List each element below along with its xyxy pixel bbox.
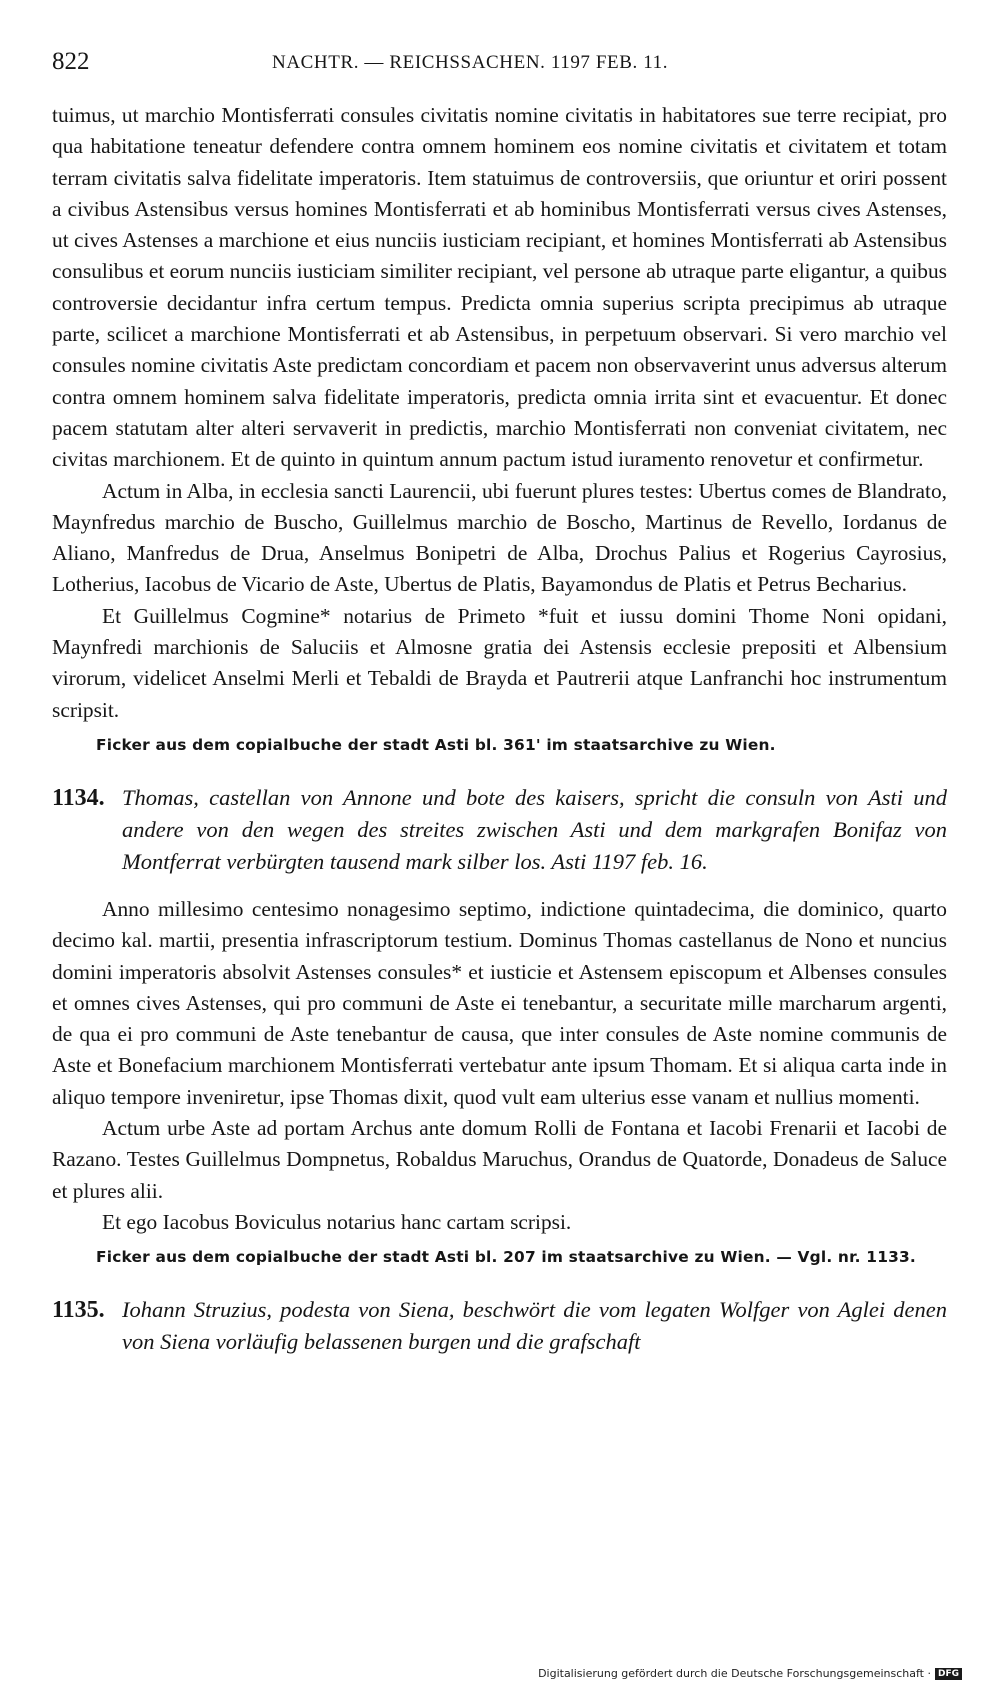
source-note-1133: Ficker aus dem copialbuche der stadt Asti bl. 361' im staatsarchive zu Wien. xyxy=(96,735,776,754)
entry-summary: Iohann Struzius, podesta von Siena, beschwört die vom legaten Wolfger von Aglei denen von Siena vorläufig belassenen burgen und die grafschaft xyxy=(122,1297,947,1355)
entry-1134-heading xyxy=(52,782,947,878)
entry-summary: Thomas, castellan von Annone und bote des kaisers, spricht die consuln von Asti und andere von den wegen des streites zwischen Asti und dem markgrafen Bonifaz von Montferrat verbürgten tausend mark silber los. Asti 1197 feb. 16. xyxy=(122,784,947,874)
source-note-1134: Ficker aus dem copialbuche der stadt Asti bl. 207 im staatsarchive zu Wien. — Vgl. nr. 1133. xyxy=(96,1248,916,1267)
footer-text: Digitalisierung gefördert durch die Deutsche Forschungsgemeinschaft · xyxy=(538,1667,931,1680)
paragraph-1133-text: tuimus, ut marchio Montisferrati consules civitatis nomine civitatis in habitatores sue terre recipiat, pro qua habitatione teneatur defendere contra omnem hominem eos nomine civitatis et civitatem et totam terram civitatis salva fidelitate imperatoris. Item statuimus de controversiis, que oriuntur et oriri possent a civibus Astensibus versus homines Montisferrati et ab hominibus Montisferrati versus cives Astenses, ut cives Astenses a marchione et eius nunciis iusticiam recipiant, et homines Montisferrati ab Astensibus consulibus et eorum nunciis iusticiam similiter recipiant, vel persone ab utraque parte eligantur, a quibus controversie decidantur infra certum tempus. Predicta omnia superius scripta precipimus ab utraque parte, scilicet a marchione Montisferrati et ab Astensibus, in perpetuum observari. Si vero marchio vel consules nomine civitatis Aste predictam concordiam et pacem non observaverint unus adversus alterum contra omnem hominem salva fidelitate imperatoris, predicta omnia irrita sint et evacuentur. Et donec pacem statutam alter alteri servaverit in predictis, marchio Montisferrati non conveniat civitatem, nec civitas marchionem. Et de quinto in quintum annum pactum istud iuramento renovetur et confirmetur. xyxy=(52,103,947,472)
page-number: 822 xyxy=(52,48,90,75)
paragraph-1134-actum: Actum urbe Aste ad portam Archus ante domum Rolli de Fontana et Iacobi Frenarii et Iacobi de Razano. Testes Guillelmus Dompnetus, Robaldus Maruchus, Orandus de Quatorde, Donadeus de Saluce et plures alii. xyxy=(52,1116,947,1203)
running-title: NACHTR. — REICHSSACHEN. 1197 FEB. 11. xyxy=(272,52,669,73)
paragraph-1134-text: Anno millesimo centesimo nonagesimo septimo, indictione quintadecima, die dominico, quarto decimo kal. martii, presentia infrascriptorum testium. Dominus Thomas castellanus de Nono et nuncius domini imperatoris absolvit Astenses consules* et iusticie et Astensem episcopum et Albenses consules et omnes cives Astenses, qui pro communi de Aste ei tenebantur, a securitate mille marcharum argenti, de qua ei pro communi de Aste tenebantur de causa, que inter consules de Aste nomine communis de Aste et Bonefacium marchionem Montisferrati vertebatur ante ipsum Thomam. Et si aliqua carta inde in aliquo tempore inveniretur, ipse Thomas dixit, quod vult eam ulterius esse vanam et nullius momenti. xyxy=(52,896,947,1109)
paragraph-1133-notary: Et Guillelmus Cogmine* notarius de Primeto *fuit et iussu domini Thome Noni opidani, Maynfredi marchionis de Saluciis et Almosne gratia dei Astensis ecclesie prepositi et Albensium virorum, videlicet Anselmi Merli et Tebaldi de Brayda et Pautrerii atque Lanfranchi hoc instrumentum scripsit. xyxy=(52,603,947,722)
entry-number: 1134. xyxy=(52,784,105,811)
entry-1135-heading xyxy=(52,1294,947,1358)
page-body xyxy=(52,100,947,1358)
dfg-logo: DFG xyxy=(935,1668,962,1680)
paragraph-1133-actum: Actum in Alba, in ecclesia sancti Laurencii, ubi fuerunt plures testes: Ubertus comes de Blandrato, Maynfredus marchio de Buscho, Guillelmus marchio de Boscho, Martinus de Revello, Iordanus de Aliano, Manfredus de Drua, Anselmus Bonipetri de Alba, Drochus Palius et Rogerius Cayrosius, Lotherius, Iacobus de Vicario de Aste, Ubertus de Platis, Bayamondus de Platis et Petrus Becharius. xyxy=(52,478,947,597)
page-header xyxy=(52,48,948,78)
paragraph-1134-notary: Et ego Iacobus Boviculus notarius hanc cartam scripsi. xyxy=(102,1209,572,1234)
digitization-footer xyxy=(538,1667,962,1680)
entry-number: 1135. xyxy=(52,1297,105,1324)
